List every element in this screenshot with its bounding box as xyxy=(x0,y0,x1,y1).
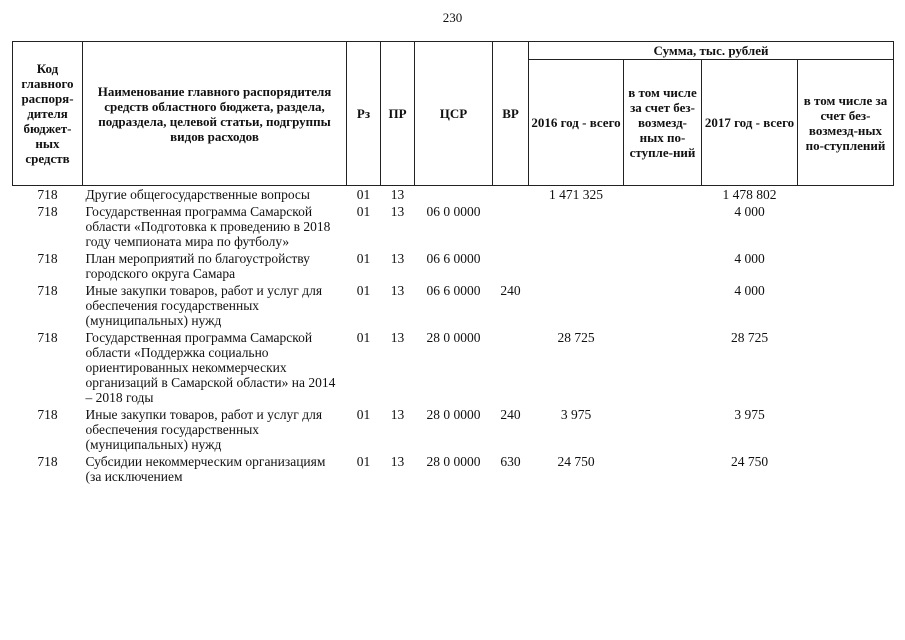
row-pr: 13 xyxy=(390,330,405,345)
row-rz: 01 xyxy=(356,330,371,345)
row-free-2017 xyxy=(798,453,894,485)
row-rz: 01 xyxy=(356,251,371,266)
row-name: План мероприятий по благоустройству городского округа Самара xyxy=(85,251,310,281)
row-name: Другие общегосударственные вопросы xyxy=(85,187,310,202)
header-2017-free: в том числе за счет без-возмезд-ных по-ступлений xyxy=(798,60,894,186)
row-free-2016 xyxy=(624,329,702,406)
header-rz: Рз xyxy=(347,42,381,186)
header-name: Наименование главного распорядителя средств областного бюджета, раздела, подраздела, целевой статьи, подгруппы видов расходов xyxy=(83,42,347,186)
row-vr xyxy=(493,329,529,406)
row-free-2016 xyxy=(624,250,702,282)
row-pr: 13 xyxy=(390,283,405,298)
row-csr: 06 6 0000 xyxy=(426,251,481,266)
table-row xyxy=(13,406,894,453)
row-sum-2016 xyxy=(529,282,624,329)
table-header xyxy=(13,42,894,186)
row-sum-2017: 4 000 xyxy=(734,283,765,298)
row-vr: 630 xyxy=(500,454,521,469)
row-csr: 06 6 0000 xyxy=(426,283,481,298)
table-row xyxy=(13,329,894,406)
budget-table xyxy=(12,41,894,485)
table-row xyxy=(13,250,894,282)
row-sum-2016 xyxy=(529,203,624,250)
row-pr: 13 xyxy=(390,187,405,202)
row-sum-2017: 4 000 xyxy=(734,251,765,266)
table-row xyxy=(13,282,894,329)
row-code: 718 xyxy=(37,187,58,202)
row-rz: 01 xyxy=(356,187,371,202)
header-sum: Сумма, тыс. рублей xyxy=(529,42,894,60)
row-free-2016 xyxy=(624,282,702,329)
row-vr xyxy=(493,186,529,204)
row-rz: 01 xyxy=(356,454,371,469)
row-free-2017 xyxy=(798,203,894,250)
row-free-2016 xyxy=(624,453,702,485)
row-name: Государственная программа Самарской области «Поддержка социально ориентированных некоммерческих организаций в Самарской области» на 2014 – 2018 годы xyxy=(85,330,336,405)
row-vr: 240 xyxy=(500,283,521,298)
row-rz: 01 xyxy=(356,204,371,219)
row-pr: 13 xyxy=(390,204,405,219)
row-code: 718 xyxy=(37,330,58,345)
header-vr: ВР xyxy=(493,42,529,186)
row-code: 718 xyxy=(37,251,58,266)
row-sum-2016: 24 750 xyxy=(557,454,595,469)
row-vr xyxy=(493,250,529,282)
row-name: Субсидии некоммерческим организациям (за исключением xyxy=(85,454,326,484)
row-free-2017 xyxy=(798,186,894,204)
row-free-2017 xyxy=(798,329,894,406)
row-code: 718 xyxy=(37,454,58,469)
row-code: 718 xyxy=(37,283,58,298)
row-pr: 13 xyxy=(390,454,405,469)
row-free-2017 xyxy=(798,250,894,282)
row-sum-2016: 1 471 325 xyxy=(549,187,603,202)
row-sum-2016: 28 725 xyxy=(557,330,595,345)
page-number: 230 xyxy=(442,10,463,25)
row-free-2016 xyxy=(624,186,702,204)
header-2016-free: в том числе за счет без-возмезд-ных по-ступле-ний xyxy=(624,60,702,186)
row-csr: 28 0 0000 xyxy=(426,407,481,422)
row-sum-2017: 3 975 xyxy=(734,407,765,422)
row-sum-2017: 4 000 xyxy=(734,204,765,219)
row-name: Иные закупки товаров, работ и услуг для обеспечения государственных (муниципальных) нужд xyxy=(85,407,323,452)
header-pr: ПР xyxy=(381,42,415,186)
row-csr xyxy=(415,186,493,204)
row-free-2017 xyxy=(798,406,894,453)
header-csr: ЦСР xyxy=(415,42,493,186)
table-row xyxy=(13,203,894,250)
header-2016-total: 2016 год - всего xyxy=(529,60,624,186)
header-code: Код главного распоря-дителя бюджет-ных средств xyxy=(13,42,83,186)
row-free-2017 xyxy=(798,282,894,329)
row-code: 718 xyxy=(37,407,58,422)
header-2017-total: 2017 год - всего xyxy=(702,60,798,186)
row-rz: 01 xyxy=(356,407,371,422)
row-code: 718 xyxy=(37,204,58,219)
row-sum-2016 xyxy=(529,250,624,282)
row-rz: 01 xyxy=(356,283,371,298)
row-name: Государственная программа Самарской области «Подготовка к проведению в 2018 году чемпионата мира по футболу» xyxy=(85,204,331,249)
row-vr xyxy=(493,203,529,250)
row-sum-2016: 3 975 xyxy=(560,407,592,422)
table-row xyxy=(13,453,894,485)
row-pr: 13 xyxy=(390,407,405,422)
row-csr: 06 0 0000 xyxy=(426,204,481,219)
table-body xyxy=(13,186,894,486)
table-row xyxy=(13,186,894,204)
row-free-2016 xyxy=(624,406,702,453)
row-sum-2017: 24 750 xyxy=(730,454,769,469)
row-vr: 240 xyxy=(500,407,521,422)
row-sum-2017: 1 478 802 xyxy=(722,187,777,202)
row-name: Иные закупки товаров, работ и услуг для обеспечения государственных (муниципальных) нужд xyxy=(85,283,323,328)
row-free-2016 xyxy=(624,203,702,250)
row-csr: 28 0 0000 xyxy=(426,330,481,345)
row-csr: 28 0 0000 xyxy=(426,454,481,469)
row-pr: 13 xyxy=(390,251,405,266)
row-sum-2017: 28 725 xyxy=(730,330,769,345)
